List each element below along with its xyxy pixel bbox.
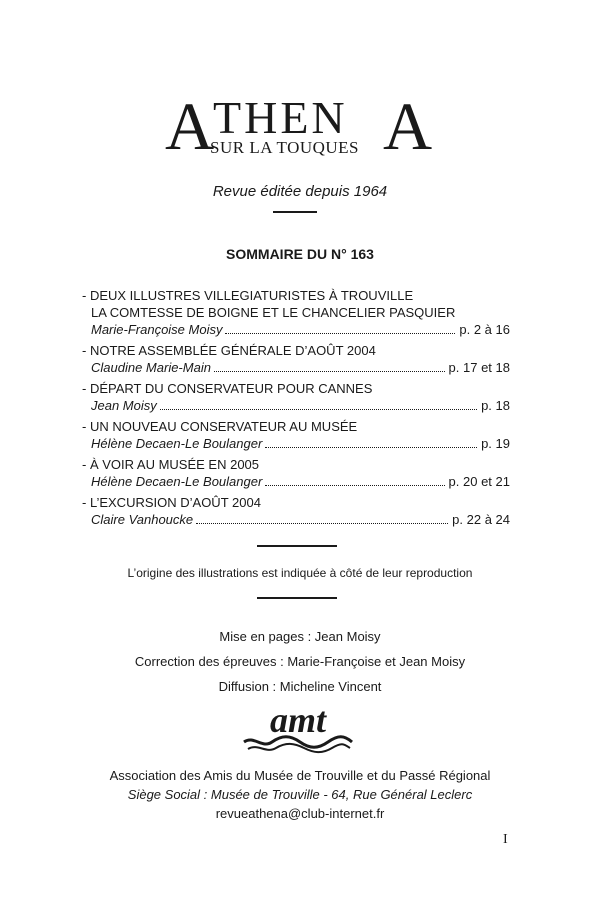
toc-entry [82,456,510,490]
toc-entry-author: Claudine Marie-Main [91,360,211,375]
toc-entry [82,418,510,452]
masthead-letter-a-left: A [165,88,215,164]
page-number: I [503,832,508,847]
toc-entry-title: - DEUX ILLUSTRES VILLEGIATURISTES À TROUVILLE [82,288,414,303]
divider-rule [257,597,337,599]
toc-entry-author: Jean Moisy [91,398,157,413]
association-email: revueathena@club-internet.fr [215,806,385,821]
toc-entry [82,342,510,376]
toc-leader-dots [214,370,445,372]
toc-entry-byline [82,511,510,528]
toc-entry-pages: p. 2 à 16 [459,322,510,337]
masthead-letter-a-right: A [383,88,433,164]
toc-entry-byline [82,473,510,490]
association-info [0,766,600,823]
toc-entry-pages: p. 20 et 21 [448,474,510,489]
table-of-contents [82,287,510,532]
masthead-subtitle: SUR LA TOUQUES [210,138,360,157]
toc-leader-dots [225,332,455,334]
toc-entry-title: - DÉPART DU CONSERVATEUR POUR CANNES [82,381,373,396]
credit-layout: Mise en pages : Jean Moisy [219,629,381,644]
toc-entry-title: - L’EXCURSION D’AOÛT 2004 [82,495,261,510]
toc-leader-dots [196,522,448,524]
toc-entry-pages: p. 17 et 18 [448,360,510,375]
toc-entry-title: - UN NOUVEAU CONSERVATEUR AU MUSÉE [82,419,358,434]
toc-entry-byline [82,397,510,414]
toc-entry-pages: p. 18 [481,398,510,413]
toc-entry-author: Claire Vanhoucke [91,512,194,527]
toc-entry-byline [82,321,510,338]
contents-heading: SOMMAIRE DU N° 163 [226,246,374,262]
toc-entry-author: Marie-Françoise Moisy [91,322,223,337]
credits [0,624,600,699]
toc-entry-author: Hélène Decaen-Le Boulanger [91,474,263,489]
toc-leader-dots [160,408,477,410]
toc-entry-title: LA COMTESSE DE BOIGNE ET LE CHANCELIER PASQUIER [91,305,456,320]
toc-entry-title: - NOTRE ASSEMBLÉE GÉNÉRALE D’AOÛT 2004 [82,343,376,358]
association-name: Association des Amis du Musée de Trouville et du Passé Régional [109,768,491,783]
association-address: Siège Social : Musée de Trouville - 64, Rue Général Leclerc [127,787,473,802]
divider-rule [273,211,317,213]
association-logo [240,702,356,754]
tagline: Revue éditée depuis 1964 [212,183,388,200]
toc-entry [82,494,510,528]
divider-rule [257,545,337,547]
toc-entry-pages: p. 22 à 24 [452,512,510,527]
credit-proofreading: Correction des épreuves : Marie-Françoise et Jean Moisy [134,654,466,669]
toc-entry-pages: p. 19 [481,436,510,451]
toc-entry-byline [82,435,510,452]
illustrations-note: L’origine des illustrations est indiquée à côté de leur reproduction [127,566,473,580]
toc-entry-byline [82,359,510,376]
toc-leader-dots [265,484,444,486]
credit-distribution: Diffusion : Micheline Vincent [218,679,382,694]
toc-entry [82,287,510,338]
toc-entry-title: - À VOIR AU MUSÉE EN 2005 [82,457,260,472]
toc-entry [82,380,510,414]
toc-leader-dots [265,446,477,448]
toc-entry-author: Hélène Decaen-Le Boulanger [91,436,263,451]
masthead-title: THEN [213,92,348,143]
logo-text: amt [269,702,327,740]
masthead [0,88,600,164]
